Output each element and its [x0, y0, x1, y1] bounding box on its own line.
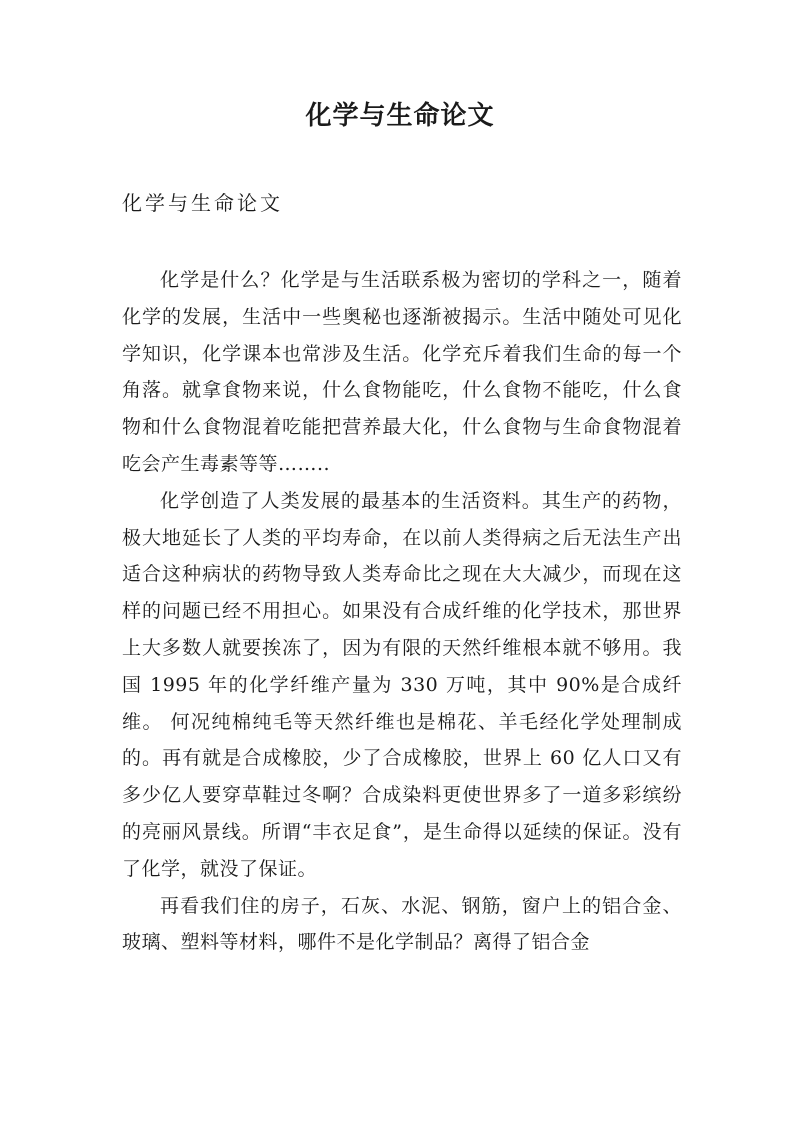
document-body — [122, 262, 682, 961]
paragraph: 化学是什么？化学是与生活联系极为密切的学科之一，随着化学的发展，生活中一些奥秘也逐渐被揭示。生活中随处可见化学知识，化学课本也常涉及生活。化学充斥着我们生命的每一个角落。就拿食物来说，什么食物能吃，什么食物不能吃，什么食物和什么食物混着吃能把营养最大化，什么食物与生命食物混着吃会产生毒素等等…….. — [122, 269, 682, 475]
paragraph: 再看我们住的房子，石灰、水泥、钢筋，窗户上的铝合金、玻璃、塑料等材料，哪件不是化学制品？离得了铝合金 — [122, 894, 682, 954]
paragraph: 化学创造了人类发展的最基本的生活资料。其生产的药物，极大地延长了人类的平均寿命，在以前人类得病之后无法生产出 适合这种病状的药物导致人类寿命比之现在大大减少，而现在这样的问题已经不用担心。如果没有合成纤维的化学技术，那世界上大多数人就要挨冻了，因为有限的天然纤维根本就不够用。我国 1995 年的化学纤维产量为 330 万吨，其中 90%是合成纤维。 何况纯棉纯毛等天然纤维也是棉花、羊毛经化学处理制成的。再有就是合成橡胶，少了合成橡胶，世界上 60 亿人口又有多少亿人要穿草鞋过冬啊？合成染料更使世界多了一道多彩缤纷的亮丽风景线。所谓“丰衣足食”，是生命得以延续的保证。没有了化学，就没了保证。 — [122, 489, 682, 880]
document-title: 化学与生命论文 — [305, 101, 495, 131]
document-subtitle: 化学与生命论文 — [122, 191, 283, 215]
